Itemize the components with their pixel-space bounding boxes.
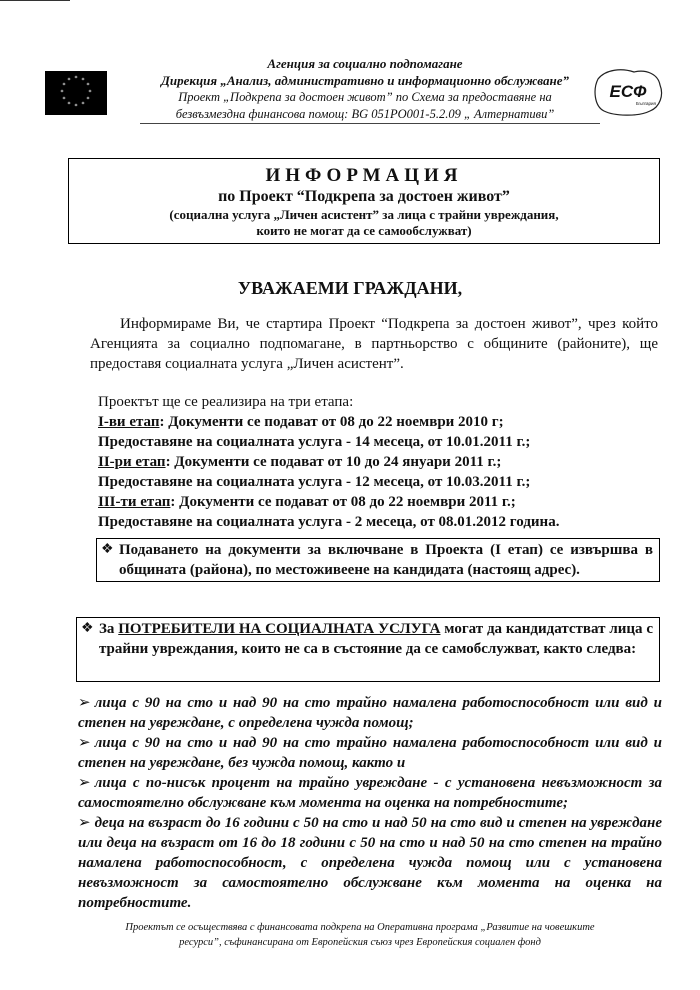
top-rule bbox=[0, 0, 70, 1]
list-item bbox=[78, 733, 662, 773]
stage-line bbox=[98, 432, 658, 452]
stages-lead: Проектът ще се реализира на три етапа: bbox=[98, 394, 354, 410]
svg-text:*: * bbox=[74, 75, 78, 82]
svg-text:*: * bbox=[86, 96, 90, 103]
stage-label: III-ти етап bbox=[98, 494, 171, 510]
arrow-bullet-icon: ➢ bbox=[78, 775, 91, 791]
info-box bbox=[68, 158, 660, 244]
arrow-bullet-icon: ➢ bbox=[78, 695, 91, 711]
stage-line bbox=[98, 472, 658, 492]
document-header bbox=[40, 55, 670, 125]
stage-text: : Документи се подават от 08 до 22 ноември 2011 г.; bbox=[170, 494, 516, 510]
esf-logo bbox=[590, 65, 665, 120]
stage-text: Предоставяне на социалната услуга - 2 месеца, от 08.01.2012 година. bbox=[98, 514, 560, 530]
list-item bbox=[78, 773, 662, 813]
stage-text: Предоставяне на социалната услуга - 12 месеца, от 10.03.2011 г.; bbox=[98, 474, 531, 490]
users-prefix: За bbox=[99, 621, 119, 637]
intro-paragraph: Информираме Ви, че стартира Проект “Подкрепа за достоен живот”, чрез който Агенцията за социално подпомагане, в партньорство с общините (районите), ще предоставя социалната услуга „Личен асистент”. bbox=[90, 316, 658, 372]
arrow-bullet-icon: ➢ bbox=[78, 735, 91, 751]
scheme-line: безвъзмездна финансова помощ: BG 051PO001-5.2.09 „ Алтернативи” bbox=[175, 107, 555, 121]
info-subtitle: по Проект “Подкрепа за достоен живот” bbox=[218, 188, 510, 205]
footer-line-2: ресурси”, съфинансирана от Европейския съюз чрез Европейския социален фонд bbox=[179, 937, 541, 948]
users-highlight: ПОТРЕБИТЕЛИ НА СОЦИАЛНАТА УСЛУГА bbox=[118, 621, 441, 637]
svg-text:*: * bbox=[67, 77, 71, 84]
eu-flag-icon bbox=[45, 71, 107, 115]
criterion-text: лица с 90 на сто и над 90 на сто трайно намалена работоспособност или вид и степен на увреждане, с определена чужда помощ; bbox=[78, 695, 662, 731]
agency-name: Агенция за социално подпомагане bbox=[267, 56, 463, 71]
directorate-name: Дирекция „Анализ, административно и информационно обслужване” bbox=[160, 73, 570, 88]
criterion-text: деца на възраст до 16 години с 50 на сто и над 50 на сто вид и степен на увреждане или деца на възраст от 16 до 18 години с 50 на сто и над 50 на сто степен на трайно намалена работоспособност, с определена чужда помощ или с установена невъзможност за самостоятелно обслужване към момента на оценка на потребностите. bbox=[78, 815, 662, 911]
criteria-list bbox=[78, 693, 662, 913]
svg-text:*: * bbox=[60, 89, 64, 96]
submission-note-text: Подаването на документи за включване в Проекта (I етап) се извършва в общината (района), по местоживеене на кандидата (настоящ адрес). bbox=[119, 542, 653, 578]
project-line: Проект „Подкрепа за достоен живот” по Схема за предоставяне на bbox=[178, 90, 552, 104]
stage-label: I-ви етап bbox=[98, 414, 160, 430]
stage-label: II-ри етап bbox=[98, 454, 166, 470]
criterion-text: лица с 90 на сто и над 90 на сто трайно намалена работоспособност или вид и степен на увреждане, без чужда помощ, както и bbox=[78, 735, 662, 771]
stage-line bbox=[98, 412, 658, 432]
info-line-1: (социална услуга „Личен асистент” за лица с трайни увреждания, bbox=[169, 207, 559, 222]
svg-text:*: * bbox=[81, 77, 85, 84]
svg-text:*: * bbox=[62, 82, 66, 89]
svg-text:*: * bbox=[86, 82, 90, 89]
stage-line bbox=[98, 512, 658, 532]
criterion-text: лица с по-нисък процент на трайно увреждане - с установена невъзможност за самостоятелно обслужване към момента на оценка на потребностите; bbox=[78, 775, 662, 811]
diamond-bullet-icon: ❖ bbox=[101, 542, 114, 557]
list-item bbox=[78, 693, 662, 733]
submission-note-box bbox=[96, 538, 660, 582]
header-text-block bbox=[135, 55, 595, 123]
greeting-heading: УВАЖАЕМИ ГРАЖДАНИ, bbox=[237, 278, 463, 298]
info-line-2: които не могат да се самообслужват) bbox=[256, 223, 472, 238]
info-title: ИНФОРМАЦИЯ bbox=[265, 165, 463, 186]
svg-text:*: * bbox=[88, 89, 92, 96]
esf-logo-country: България bbox=[636, 101, 656, 106]
stage-text: : Документи се подават от 10 до 24 януари 2011 г.; bbox=[165, 454, 502, 470]
stages-block bbox=[98, 392, 658, 532]
users-box bbox=[76, 617, 660, 682]
svg-text:*: * bbox=[62, 96, 66, 103]
stage-line bbox=[98, 492, 658, 512]
arrow-bullet-icon: ➢ bbox=[78, 815, 91, 831]
esf-logo-text: ЕСФ bbox=[609, 82, 647, 101]
stage-line bbox=[98, 452, 658, 472]
list-item bbox=[78, 813, 662, 913]
footer-line-1: Проектът се осъществява с финансовата подкрепа на Оперативна програма „Развитие на човешките bbox=[125, 922, 595, 933]
svg-text:*: * bbox=[74, 103, 78, 110]
stage-text: : Документи се подават от 08 до 22 ноември 2010 г; bbox=[159, 414, 504, 430]
stage-text: Предоставяне на социалната услуга - 14 месеца, от 10.01.2011 г.; bbox=[98, 434, 531, 450]
diamond-bullet-icon: ❖ bbox=[81, 621, 94, 636]
users-suffix: могат да кандидатстват лица с трайни увреждания, които не са в състояние да се самобслужват, както следва: bbox=[99, 621, 654, 657]
svg-text:*: * bbox=[67, 101, 71, 108]
footer-note bbox=[80, 920, 640, 950]
svg-text:*: * bbox=[81, 101, 85, 108]
header-underline bbox=[140, 123, 600, 124]
